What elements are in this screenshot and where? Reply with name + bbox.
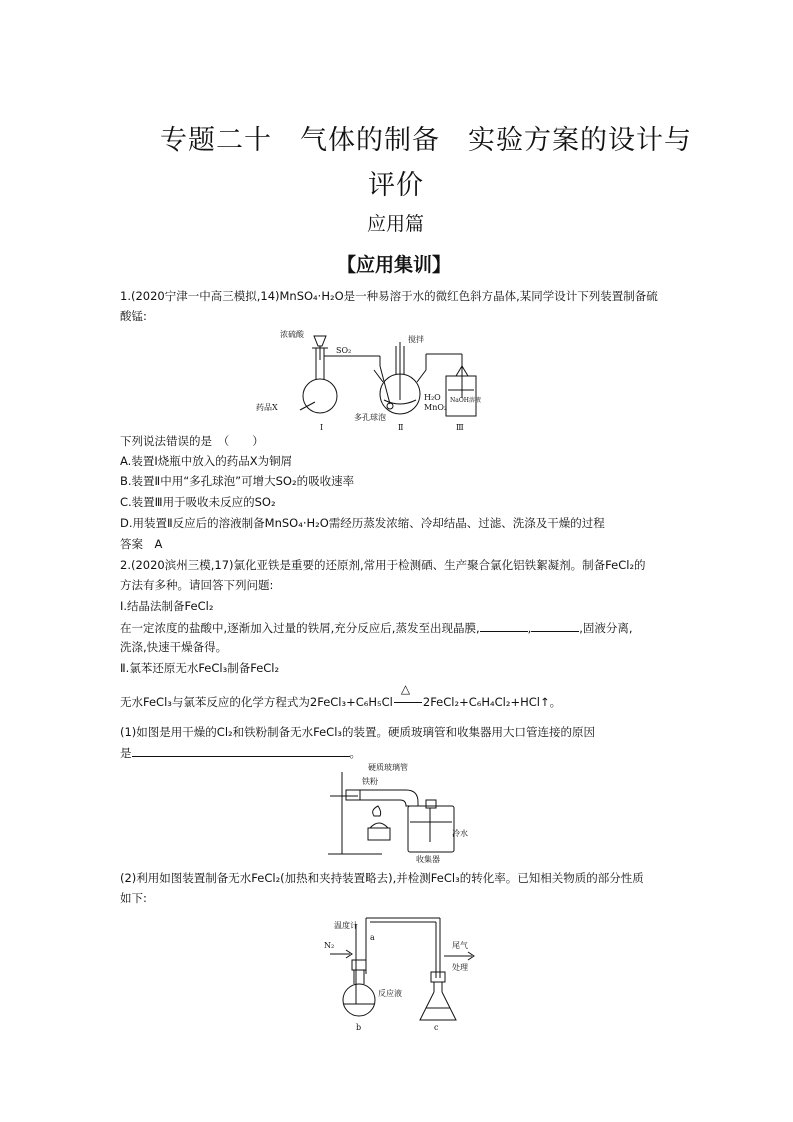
label-treatment: 处理 (452, 963, 468, 972)
q2-stem-line2: 方法有多种。请回答下列问题: (120, 578, 274, 592)
title-line-1: 专题二十 气体的制备 实验方案的设计与 (160, 125, 692, 156)
label-porous-bubble: 多孔球泡 (354, 413, 386, 422)
q2-equation: 无水FeCl₃与氯苯反应的化学方程式为2FeCl₃+C₆H₅Cl △ 2FeCl₂+C₆H₄Cl₂+HCl↑。 (120, 682, 562, 709)
q2-sub1-line2: 是 。 (120, 746, 361, 760)
q1-option-d: D.用装置Ⅱ反应后的溶液制备MnSO₄·H₂O需经历蒸发浓缩、冷却结晶、过滤、洗涤及干燥的过程 (120, 516, 605, 530)
answer-blank-1[interactable] (480, 619, 528, 632)
label-stir: 搅拌 (408, 335, 424, 344)
q2-part1-text: 在一定浓度的盐酸中,逐渐加入过量的铁屑,充分反应后,蒸发至出现晶膜, , ,固液分离, (120, 621, 633, 635)
q1-stem-line2: 酸锰: (120, 309, 147, 323)
label-c: c (434, 1023, 439, 1032)
q2-part1-text2: 洗涤,快速干燥备得。 (120, 640, 228, 654)
q1-option-b: B.装置Ⅱ中用“多孔球泡”可增大SO₂的吸收速率 (120, 474, 355, 488)
label-h2o: H₂O (424, 393, 441, 402)
q1-stem-line1: 1.(2020宁津一中高三模拟,14)MnSO₄·H₂O是一种易溶于水的微红色斜方晶体,某同学设计下列装置制备硫 (120, 289, 658, 303)
label-reaction-liquid: 反应液 (378, 989, 402, 998)
label-cold-water: 冷水 (452, 829, 468, 838)
label-b: b (356, 1023, 362, 1032)
q2-sub1-line1: (1)如图是用干燥的Cl₂和铁粉制备无水FeCl₃的装置。硬质玻璃管和收集器用大口管连接的原因 (120, 725, 596, 739)
label-hard-glass-tube: 硬质玻璃管 (368, 763, 408, 772)
label-iron-powder: 铁粉 (362, 777, 378, 786)
q2-part1-title: Ⅰ.结晶法制备FeCl₂ (120, 599, 214, 613)
q1-option-c: C.装置Ⅲ用于吸收未反应的SO₂ (120, 495, 276, 509)
q1-question: 下列说法错误的是 （ ） (120, 434, 264, 448)
answer-blank-2[interactable] (531, 619, 579, 632)
title-line-2: 评价 (368, 170, 424, 201)
apparatus-diagram-1 (250, 326, 490, 432)
q2-sub2-line2: 如下: (120, 891, 147, 905)
label-a: a (370, 933, 375, 942)
label-mno2: MnO₂ (424, 403, 448, 412)
q1-option-a: A.装置Ⅰ烧瓶中放入的药品X为铜屑 (120, 454, 293, 468)
label-apparatus-2: Ⅱ (398, 423, 404, 432)
label-drug-x: 药品X (256, 403, 278, 412)
q2-stem-line1: 2.(2020滨州三模,17)氯化亚铁是重要的还原剂,常用于检测硒、生产聚合氯化铝铁絮凝剂。制备FeCl₂的 (120, 558, 646, 572)
answer-blank-3[interactable] (132, 744, 350, 757)
label-n2: N₂ (324, 941, 335, 950)
q1-answer: 答案 A (120, 537, 163, 551)
apparatus-diagram-2 (322, 762, 480, 864)
label-so2: SO₂ (336, 346, 352, 355)
label-acid: 浓硫酸 (280, 330, 304, 339)
label-collector: 收集器 (416, 855, 440, 864)
label-tail-gas: 尾气 (452, 941, 468, 950)
label-apparatus-3: Ⅲ (456, 423, 464, 432)
label-thermometer: 温度计 (334, 921, 358, 930)
label-apparatus-1: Ⅰ (320, 423, 324, 432)
section-heading: 应用篇 (367, 213, 425, 235)
subsection-heading: 【应用集训】 (337, 254, 452, 276)
label-naoh: NaOH溶液 (450, 397, 481, 404)
apparatus-diagram-3 (316, 908, 482, 1032)
q2-sub2-line1: (2)利用如图装置制备无水FeCl₂(加热和夹持装置略去),并检测FeCl₃的转化率。已知相关物质的部分性质 (120, 871, 644, 885)
q2-part2-title: Ⅱ.氯苯还原无水FeCl₃制备FeCl₂ (120, 661, 280, 675)
